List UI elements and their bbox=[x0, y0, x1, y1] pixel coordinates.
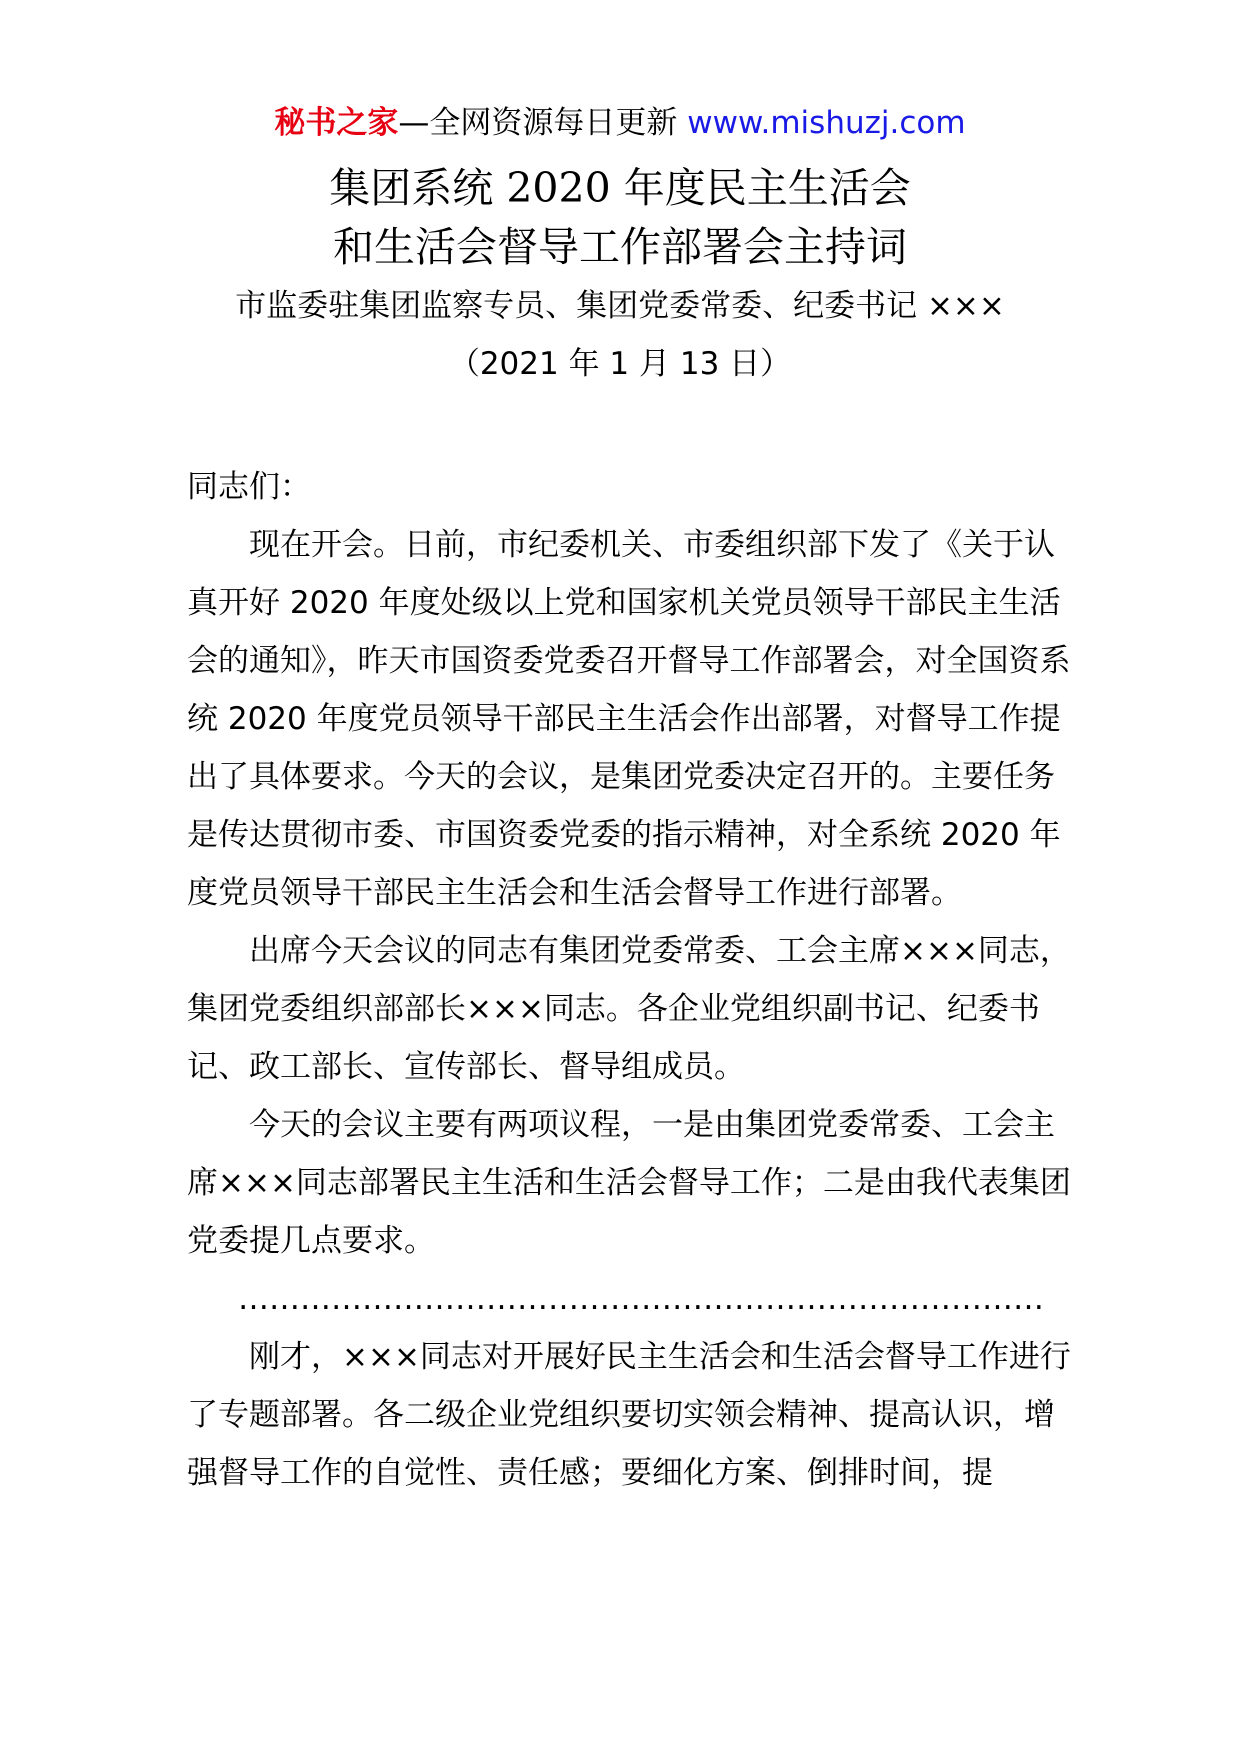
body-paragraph: 刚才，×××同志对开展好民主生活会和生活会督导工作进行了专题部署。各二级企业党组织要切实领会精神、提高认识，增强督导工作的自觉性、责任感；要细化方案、倒排时间，提 bbox=[187, 1339, 1071, 1491]
brand-name: 秘书之家 bbox=[274, 105, 399, 141]
omission-ellipsis: …………………………………………………………………… bbox=[238, 1281, 1044, 1317]
body-paragraph: 现在开会。日前，市纪委机关、市委组织部下发了《关于认真开好 2020 年度处级以上党和国家机关党员领导干部民主生活会的通知》，昨天市国资委党委召开督导工作部署会，对全国资系统 2020 年度党员领导干部民主生活会作出部署，对督导工作提出了具体要求。今天的会议，是集团党委决定召开的。主要任务是传达贯彻市委、市国资委党委的指示精神，对全系统 2020 年度党员领导干部民主生活会和生活会督导工作进行部署。 bbox=[187, 527, 1071, 911]
document-body bbox=[187, 458, 1075, 1502]
document-title-line-1: 集团系统 2020 年度民主生活会 bbox=[329, 164, 911, 212]
date-line: （2021 年 1 月 13 日） bbox=[448, 346, 792, 382]
site-url-link[interactable]: www.mishuzj.com bbox=[687, 105, 966, 141]
author-line: 市监委驻集团监察专员、集团党委常委、纪委书记 ××× bbox=[235, 288, 1005, 324]
salutation: 同志们： bbox=[187, 469, 311, 505]
body-paragraph: 今天的会议主要有两项议程，一是由集团党委常委、工会主席×××同志部署民主生活和生活会督导工作；二是由我代表集团党委提几点要求。 bbox=[187, 1107, 1071, 1259]
document-title-line-2: 和生活会督导工作部署会主持词 bbox=[333, 223, 907, 271]
header-slogan: —全网资源每日更新 bbox=[398, 105, 688, 141]
header-banner bbox=[0, 103, 1240, 143]
body-paragraph: 出席今天会议的同志有集团党委常委、工会主席×××同志，集团党委组织部部长×××同志。各企业党组织副书记、纪委书记、政工部长、宣传部长、督导组成员。 bbox=[187, 933, 1071, 1085]
